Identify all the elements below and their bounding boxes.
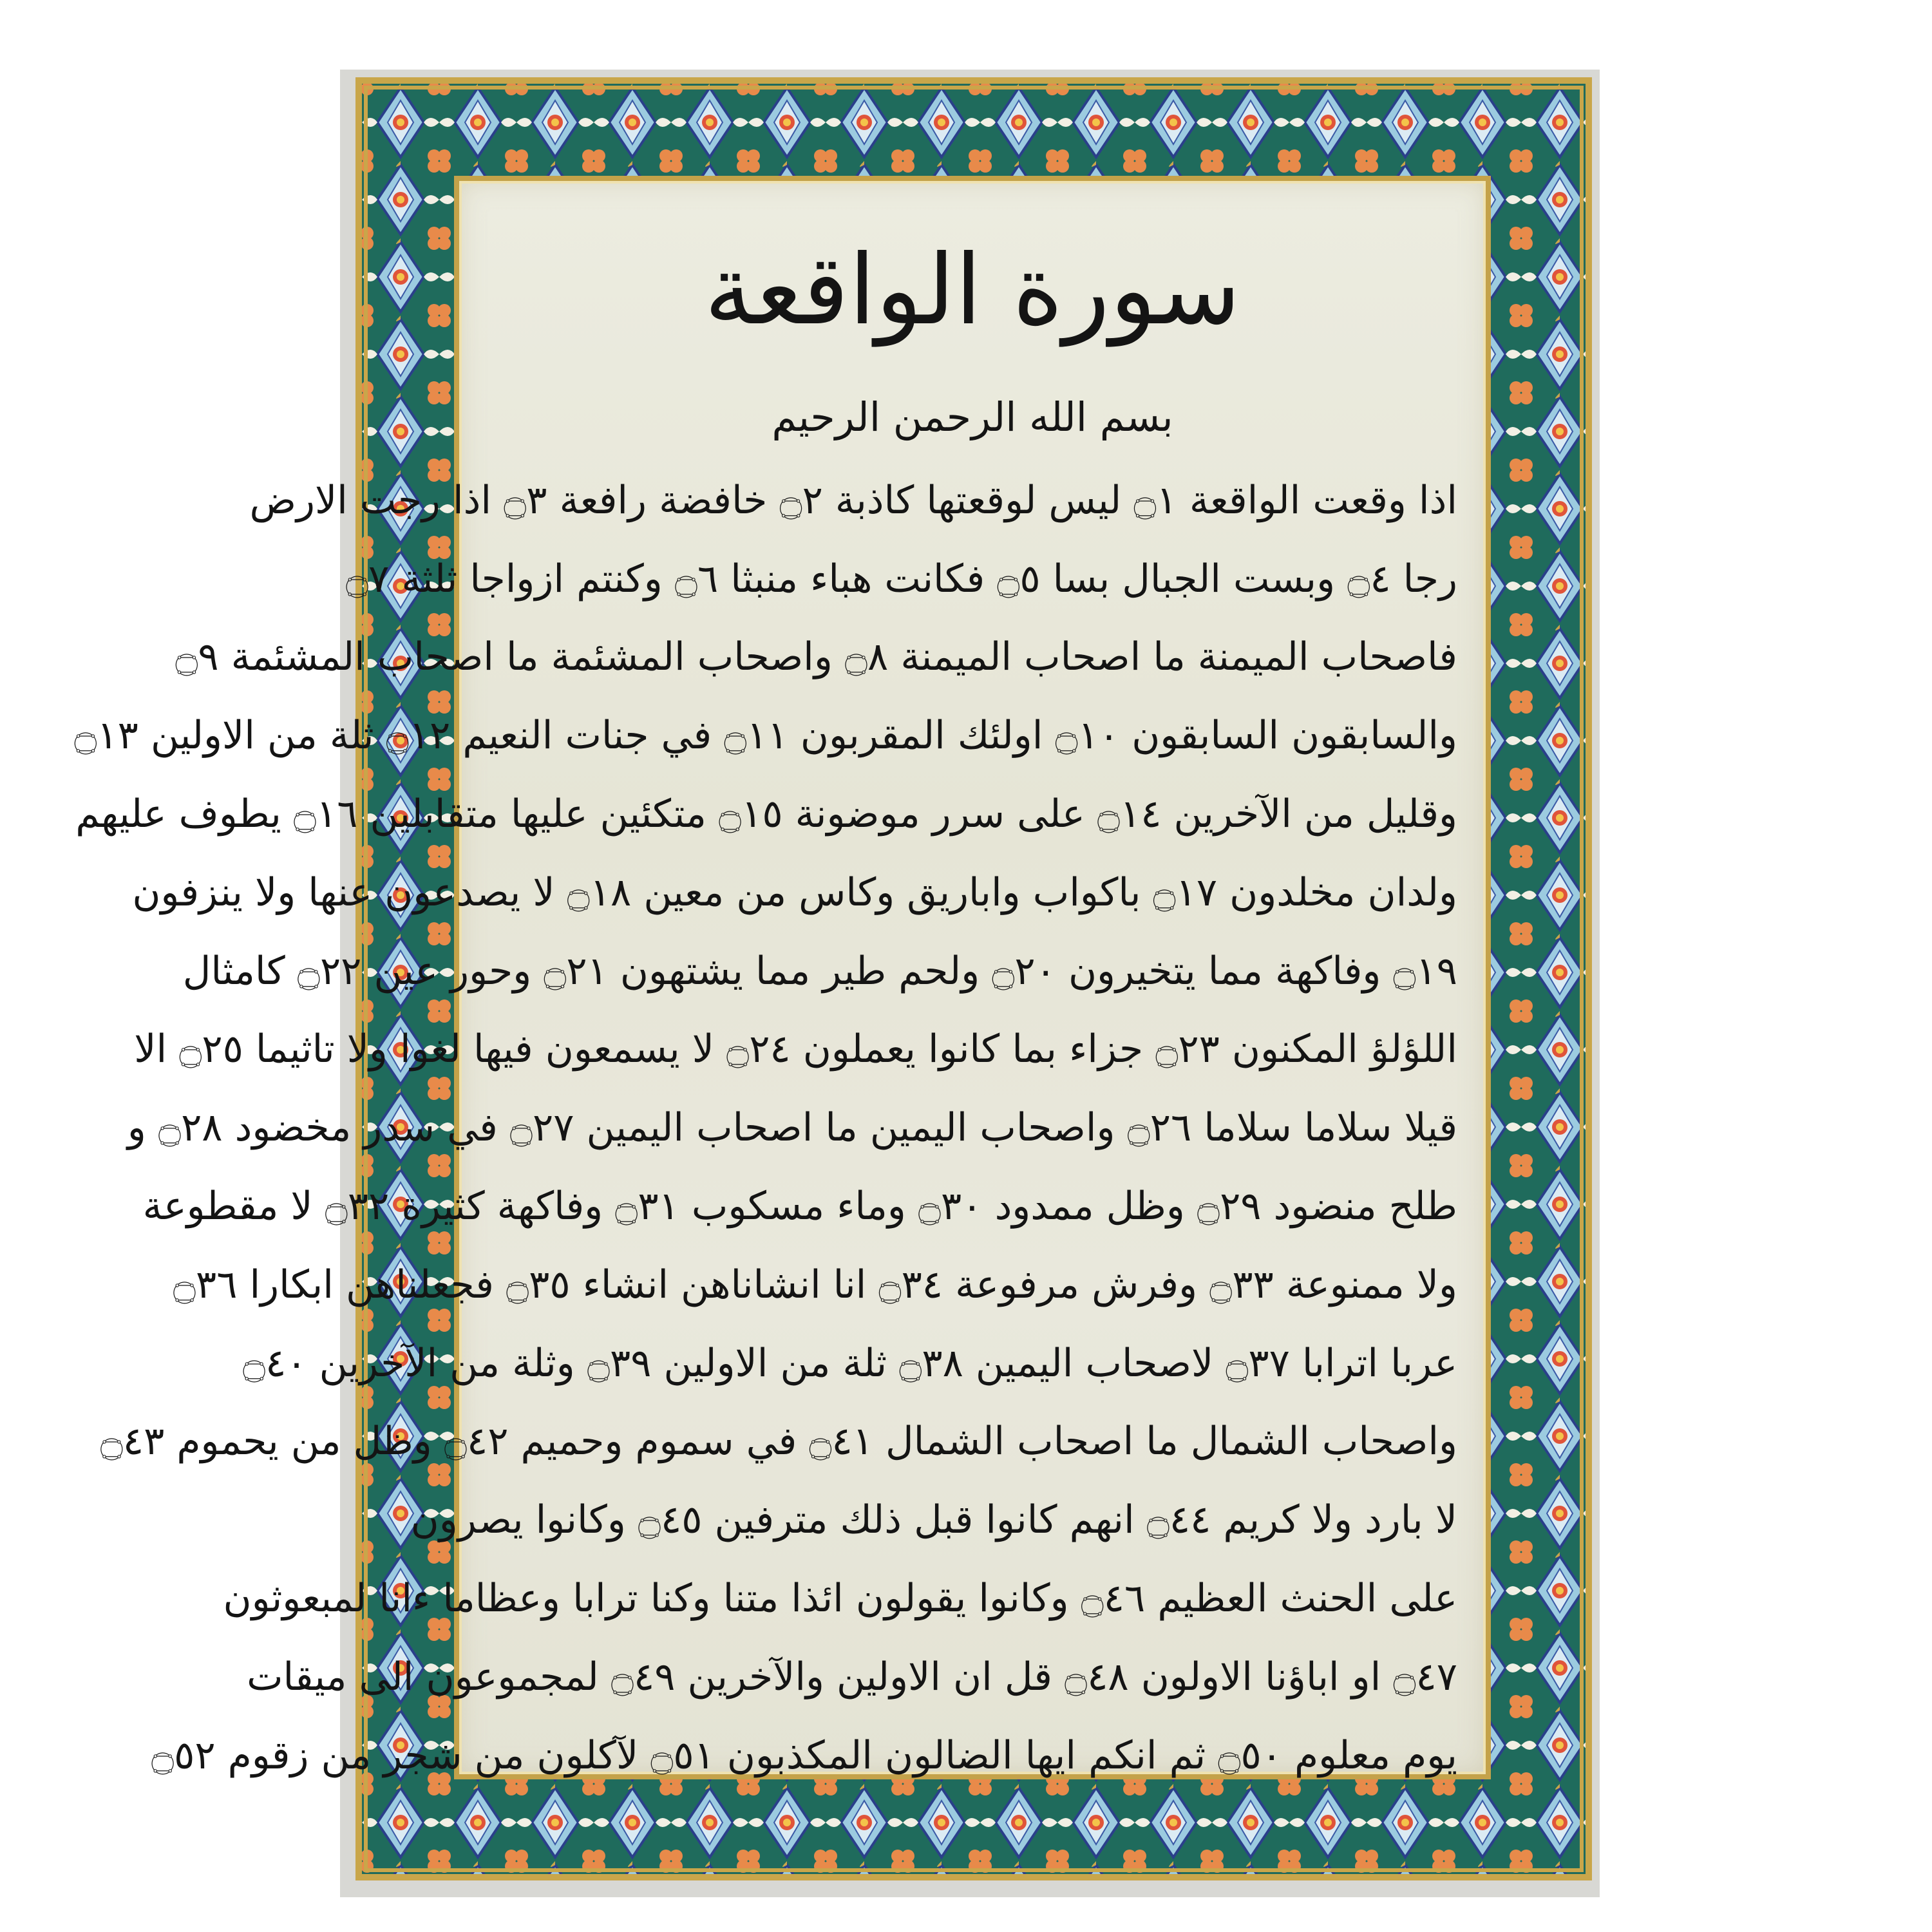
verse-line: واصحاب الشمال ما اصحاب الشمال ۝٤١ في سموم وحميم ۝٤٢ وظل من يحموم ۝٤٣ xyxy=(100,1419,1457,1464)
verse-block xyxy=(74,461,1457,1795)
verse-line: اللؤلؤ المكنون ۝٢٣ جزاء بما كانوا يعملون ۝٢٤ لا يسمعون فيها لغوا ولا تاثيما ۝٢٥ الا xyxy=(134,1027,1457,1072)
text-panel xyxy=(74,176,1491,1779)
verse-line: وقليل من الآخرين ۝١٤ على سرر موضونة ۝١٥ متكئين عليها متقابلين ۝١٦ يطوف عليهم xyxy=(75,791,1457,837)
surah-title: سورة الواقعة xyxy=(704,234,1241,346)
verse-line: طلح منضود ۝٢٩ وظل ممدود ۝٣٠ وماء مسكوب ۝٣١ وفاكهة كثيرة ۝٣٢ لا مقطوعة xyxy=(142,1184,1457,1229)
quran-plaque xyxy=(74,77,1592,1880)
verse-line: ۝٤٧ او اباؤنا الاولون ۝٤٨ قل ان الاولين والآخرين ۝٤٩ لمجموعون الى ميقات xyxy=(247,1654,1457,1700)
verse-line: عربا اترابا ۝٣٧ لاصحاب اليمين ۝٣٨ ثلة من الاولين ۝٣٩ وثلة من الآخرين ۝٤٠ xyxy=(242,1340,1457,1386)
verse-line: والسابقون السابقون ۝١٠ اولئك المقربون ۝١١ في جنات النعيم ۝١٢ ثلة من الاولين ۝١٣ xyxy=(74,713,1457,759)
verse-line: فاصحاب الميمنة ما اصحاب الميمنة ۝٨ واصحاب المشئمة ما اصحاب المشئمة ۝٩ xyxy=(175,634,1457,680)
verse-line: ولا ممنوعة ۝٣٣ وفرش مرفوعة ۝٣٤ انا انشاناهن انشاء ۝٣٥ فجعلناهن ابكارا ۝٣٦ xyxy=(173,1262,1457,1307)
verse-line: ۝١٩ وفاكهة مما يتخيرون ۝٢٠ ولحم طير مما يشتهون ۝٢١ وحور عين ۝٢٢ كامثال xyxy=(182,948,1457,994)
verse-line: ولدان مخلدون ۝١٧ باكواب واباريق وكاس من معين ۝١٨ لا يصدعون عنها ولا ينزفون xyxy=(132,869,1457,915)
verse-line: اذا وقعت الواقعة ۝١ ليس لوقعتها كاذبة ۝٢ خافضة رافعة ۝٣ اذا رجت الارض xyxy=(249,477,1457,523)
basmala: بسم الله الرحمن الرحيم xyxy=(772,393,1173,440)
verse-line: يوم معلوم ۝٥٠ ثم انكم ايها الضالون المكذبون ۝٥١ لآكلون من شجر من زقوم ۝٥٢ xyxy=(151,1732,1457,1778)
verse-line: قيلا سلاما سلاما ۝٢٦ واصحاب اليمين ما اصحاب اليمين ۝٢٧ في سدر مخضود ۝٢٨ و xyxy=(127,1105,1457,1151)
verse-line: رجا ۝٤ وبست الجبال بسا ۝٥ فكانت هباء منبثا ۝٦ وكنتم ازواجا ثلثة ۝٧ xyxy=(345,556,1457,601)
verse-line: على الحنث العظيم ۝٤٦ وكانوا يقولون ائذا متنا وكنا ترابا وعظاما ءانا لمبعوثون xyxy=(223,1576,1457,1622)
verse-line: لا بارد ولا كريم ۝٤٤ انهم كانوا قبل ذلك مترفين ۝٤٥ وكانوا يصرون xyxy=(410,1497,1457,1543)
